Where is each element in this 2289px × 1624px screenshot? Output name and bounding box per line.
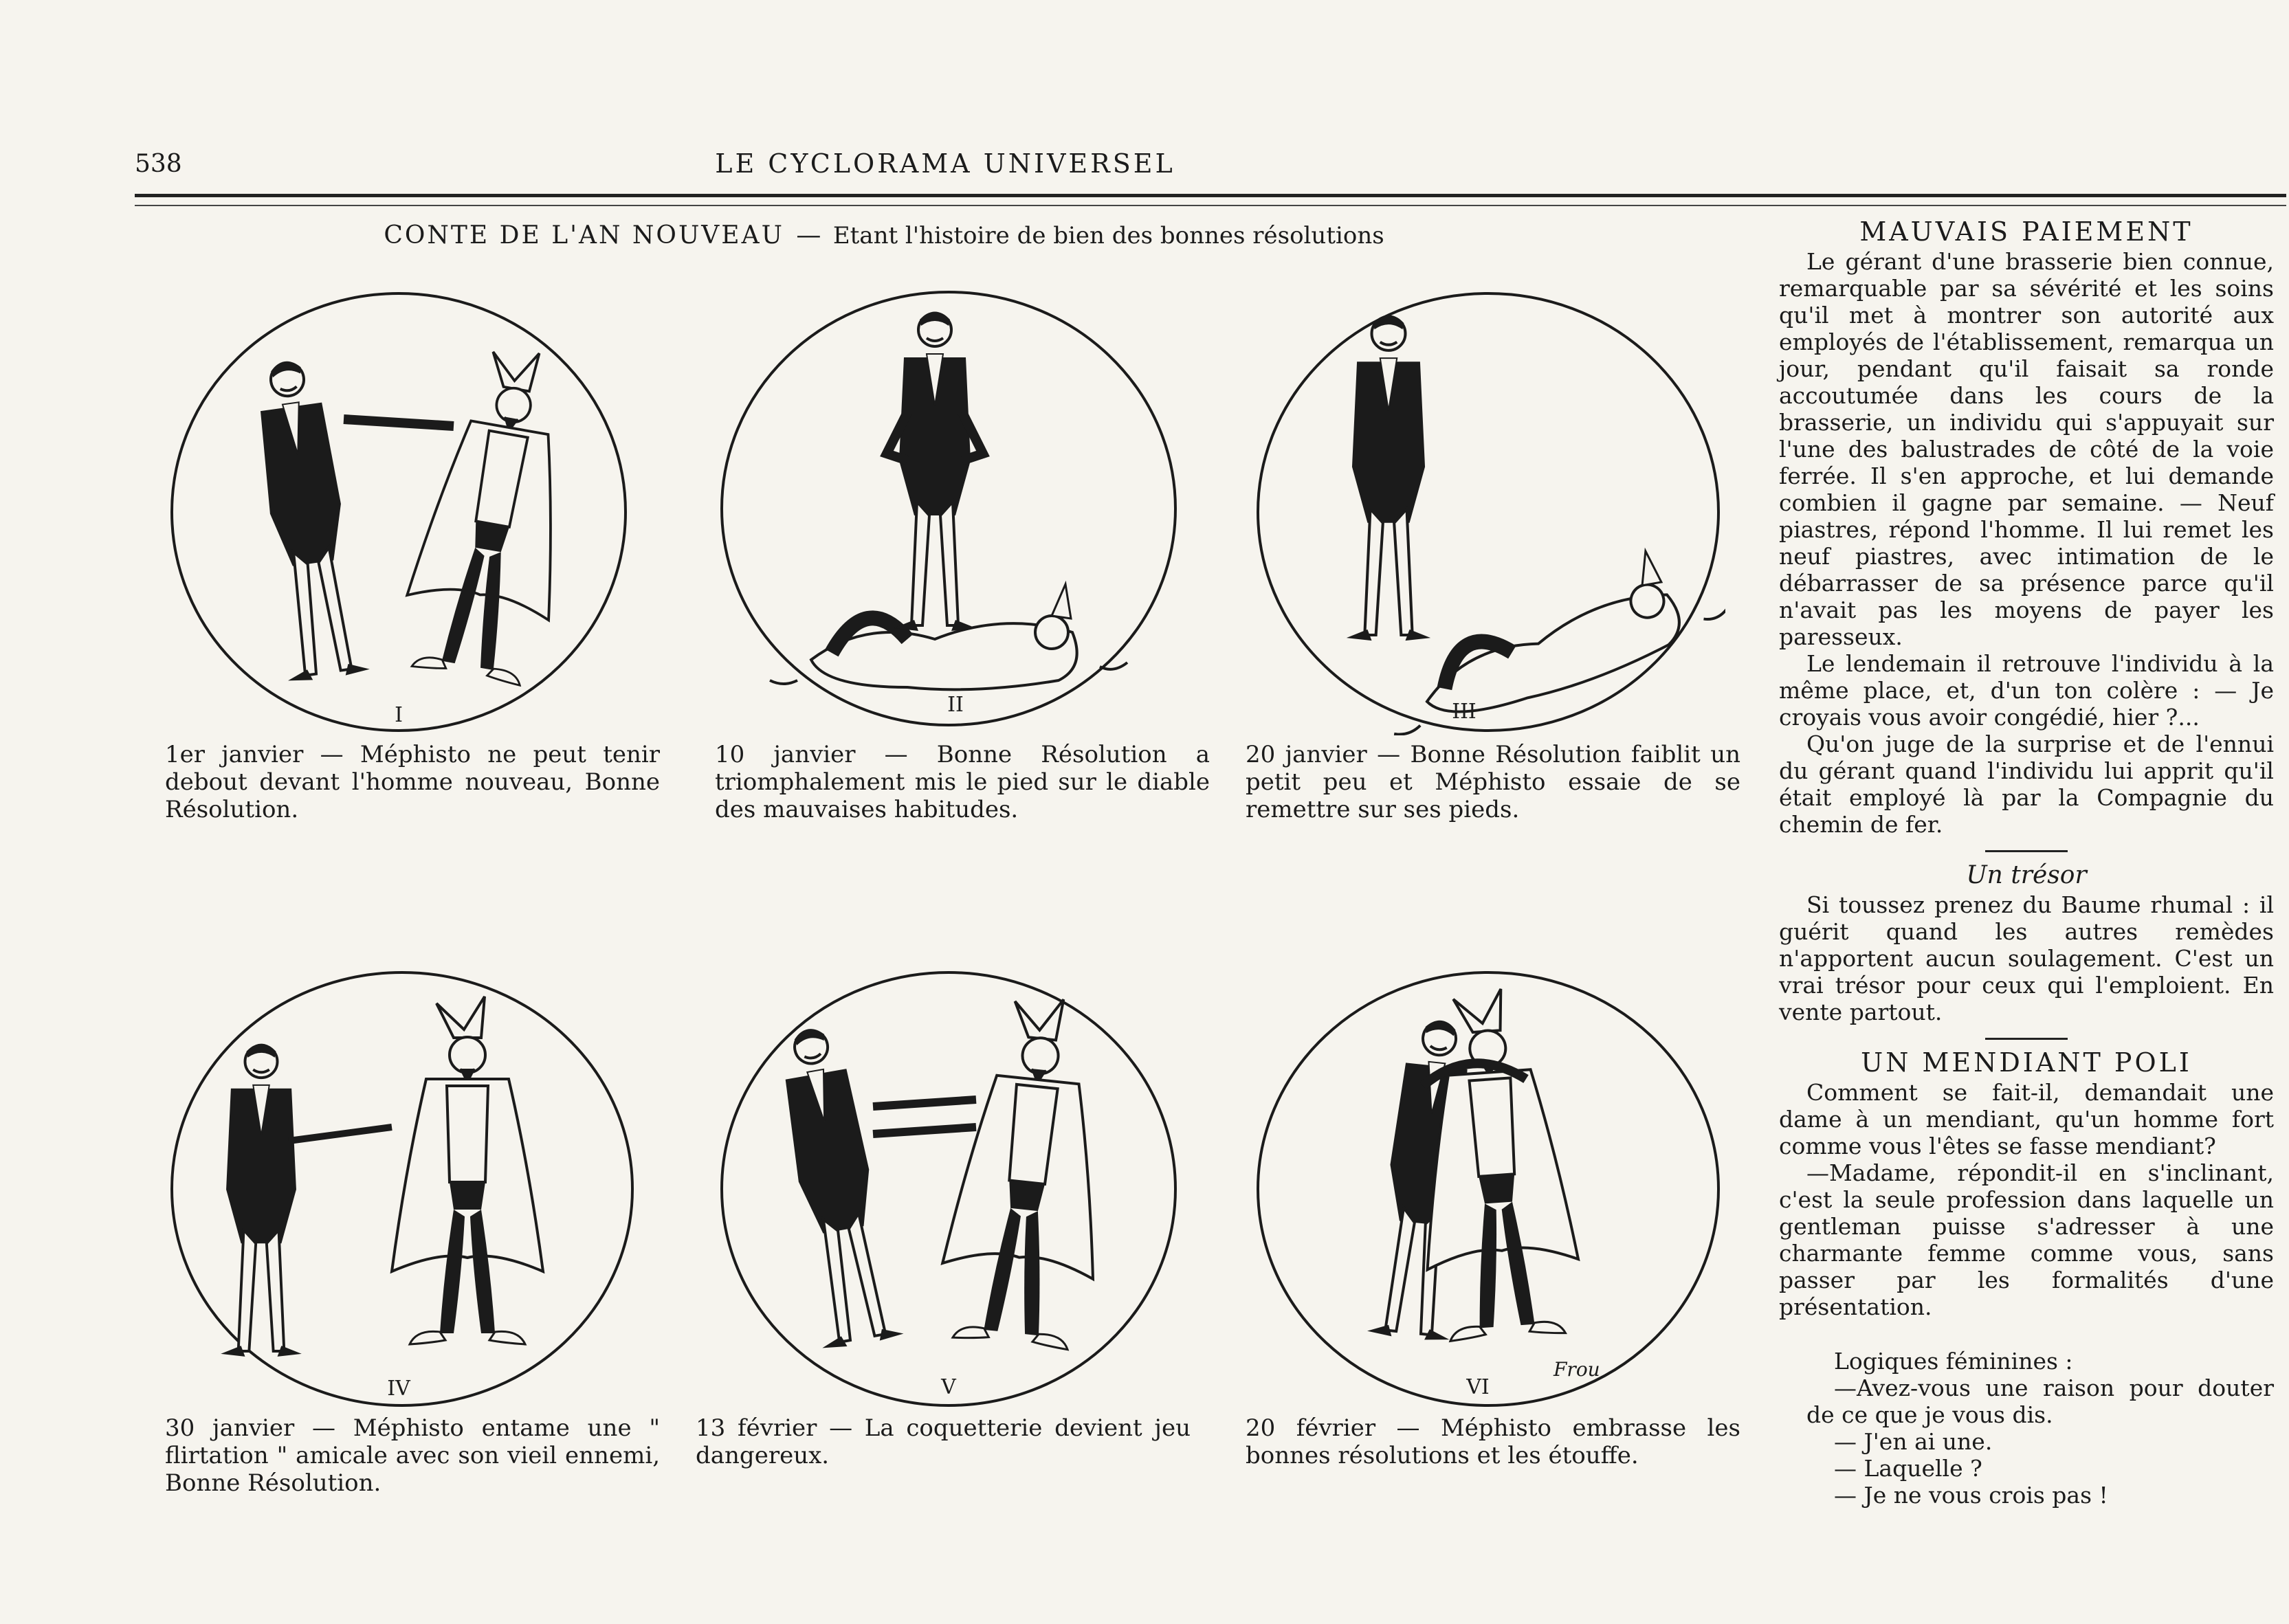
running-title: LE CYCLORAMA UNIVERSEL [715, 148, 1175, 179]
panel-5-illustration [715, 969, 1182, 1409]
comic-title [135, 221, 1633, 249]
mendiant-paragraph-2: —Madame, répondit-il en s'inclinant, c'est la seule profession dans laquelle un gentleman puisse s'adresser à une charmante femme comme vous, sans passer par les formalités d'une présentation. [1779, 1159, 2274, 1320]
header-rule-thick [135, 194, 2286, 197]
panel-3-numeral: III [1452, 700, 1477, 724]
section-separator [1985, 850, 2068, 852]
panel-6-numeral: VI [1466, 1375, 1490, 1399]
mauvais-paiement-title: MAUVAIS PAIEMENT [1859, 216, 2193, 247]
mendiant-paragraph-1: Comment se fait-il, demandait une dame à un mendiant, qu'un homme fort comme vous l'êtes se fasse mendiant? [1779, 1079, 2274, 1159]
header-rule-thin [135, 205, 2286, 206]
panel-1-caption: 1er janvier — Méphisto ne peut tenir debout devant l'homme nouveau, Bonne Résolution. [165, 741, 660, 823]
panel-3-caption: 20 janvier — Bonne Résolution faiblit un petit peu et Méphisto essaie de se remettre sur ses pieds. [1246, 741, 1740, 823]
logiques-line: — Laquelle ? [1834, 1455, 1982, 1482]
logiques-line: — J'en ai une. [1834, 1428, 1993, 1455]
mendiant-title: UN MENDIANT POLI [1861, 1047, 2192, 1078]
panel-4-illustration [165, 969, 639, 1409]
tresor-body: Si toussez prenez du Baume rhumal : il guérit quand les autres remèdes n'apportent aucun soulagement. C'est un vrai trésor pour ceux qui l'emploient. En vente partout. [1779, 891, 2274, 1025]
logiques-line: — Je ne vous crois pas ! [1834, 1482, 2108, 1509]
panel-4-caption: 30 janvier — Méphisto entame une " flirtation " amicale avec son vieil ennemi, Bonne Résolution. [165, 1414, 660, 1497]
section-separator [1985, 1038, 2068, 1040]
panel-2-illustration [715, 289, 1182, 728]
logiques-title: Logiques féminines : [1834, 1348, 2073, 1375]
panel-6-illustration [1251, 969, 1725, 1409]
comic-title-dash: — [796, 221, 821, 249]
mauvais-paiement-paragraph-3: Qu'on juge de la surprise et de l'ennui du gérant quand l'individu lui apprit qu'il était employé là par la Compagnie du chemin de fer. [1779, 731, 2274, 838]
panel-2-numeral: II [947, 693, 964, 717]
tresor-title: Un trésor [1966, 861, 2087, 889]
artist-signature: Frou [1553, 1358, 1600, 1381]
mauvais-paiement-paragraph-1: Le gérant d'une brasserie bien connue, remarquable par sa sévérité et les soins qu'il met à montrer son autorité aux employés de l'établissement, remarqua un jour, pendant qu'il faisait sa ronde accoutumée dans les cours de la brasserie, un individu qui s'appuyait sur l'une des balustrades de côté de la voie ferrée. Il s'en approche, et lui demande combien il gagne par semaine. — Neuf piastres, répond l'homme. Il lui remet les neuf piastres, avec intimation de le débarrasser de sa présence parce qu'il n'avait pas les moyens de payer les paresseux. [1779, 248, 2274, 650]
panel-3-illustration [1251, 289, 1725, 735]
panel-4-numeral: IV [387, 1377, 410, 1401]
page-number: 538 [135, 150, 182, 178]
mauvais-paiement-paragraph-2: Le lendemain il retrouve l'individu à la même place, et, d'un ton colère : — Je croyais vous avoir congédié, hier ?... [1779, 650, 2274, 731]
panel-2-caption: 10 janvier — Bonne Résolution a triomphalement mis le pied sur le diable des mauvaises habitudes. [715, 741, 1210, 823]
panel-1-numeral: I [395, 703, 403, 727]
comic-title-lead: CONTE DE L'AN NOUVEAU [384, 221, 784, 249]
panel-5-caption: 13 février — La coquetterie devient jeu dangereux. [696, 1414, 1191, 1469]
panel-6-caption: 20 février — Méphisto embrasse les bonnes résolutions et les étouffe. [1246, 1414, 1740, 1469]
panel-5-numeral: V [941, 1375, 956, 1399]
comic-title-subtitle: Etant l'histoire de bien des bonnes résolutions [832, 222, 1384, 249]
sidebar-column [1779, 216, 2274, 1509]
logiques-line: —Avez-vous une raison pour douter de ce que je vous dis. [1806, 1375, 2274, 1428]
panel-1-illustration [165, 289, 632, 735]
